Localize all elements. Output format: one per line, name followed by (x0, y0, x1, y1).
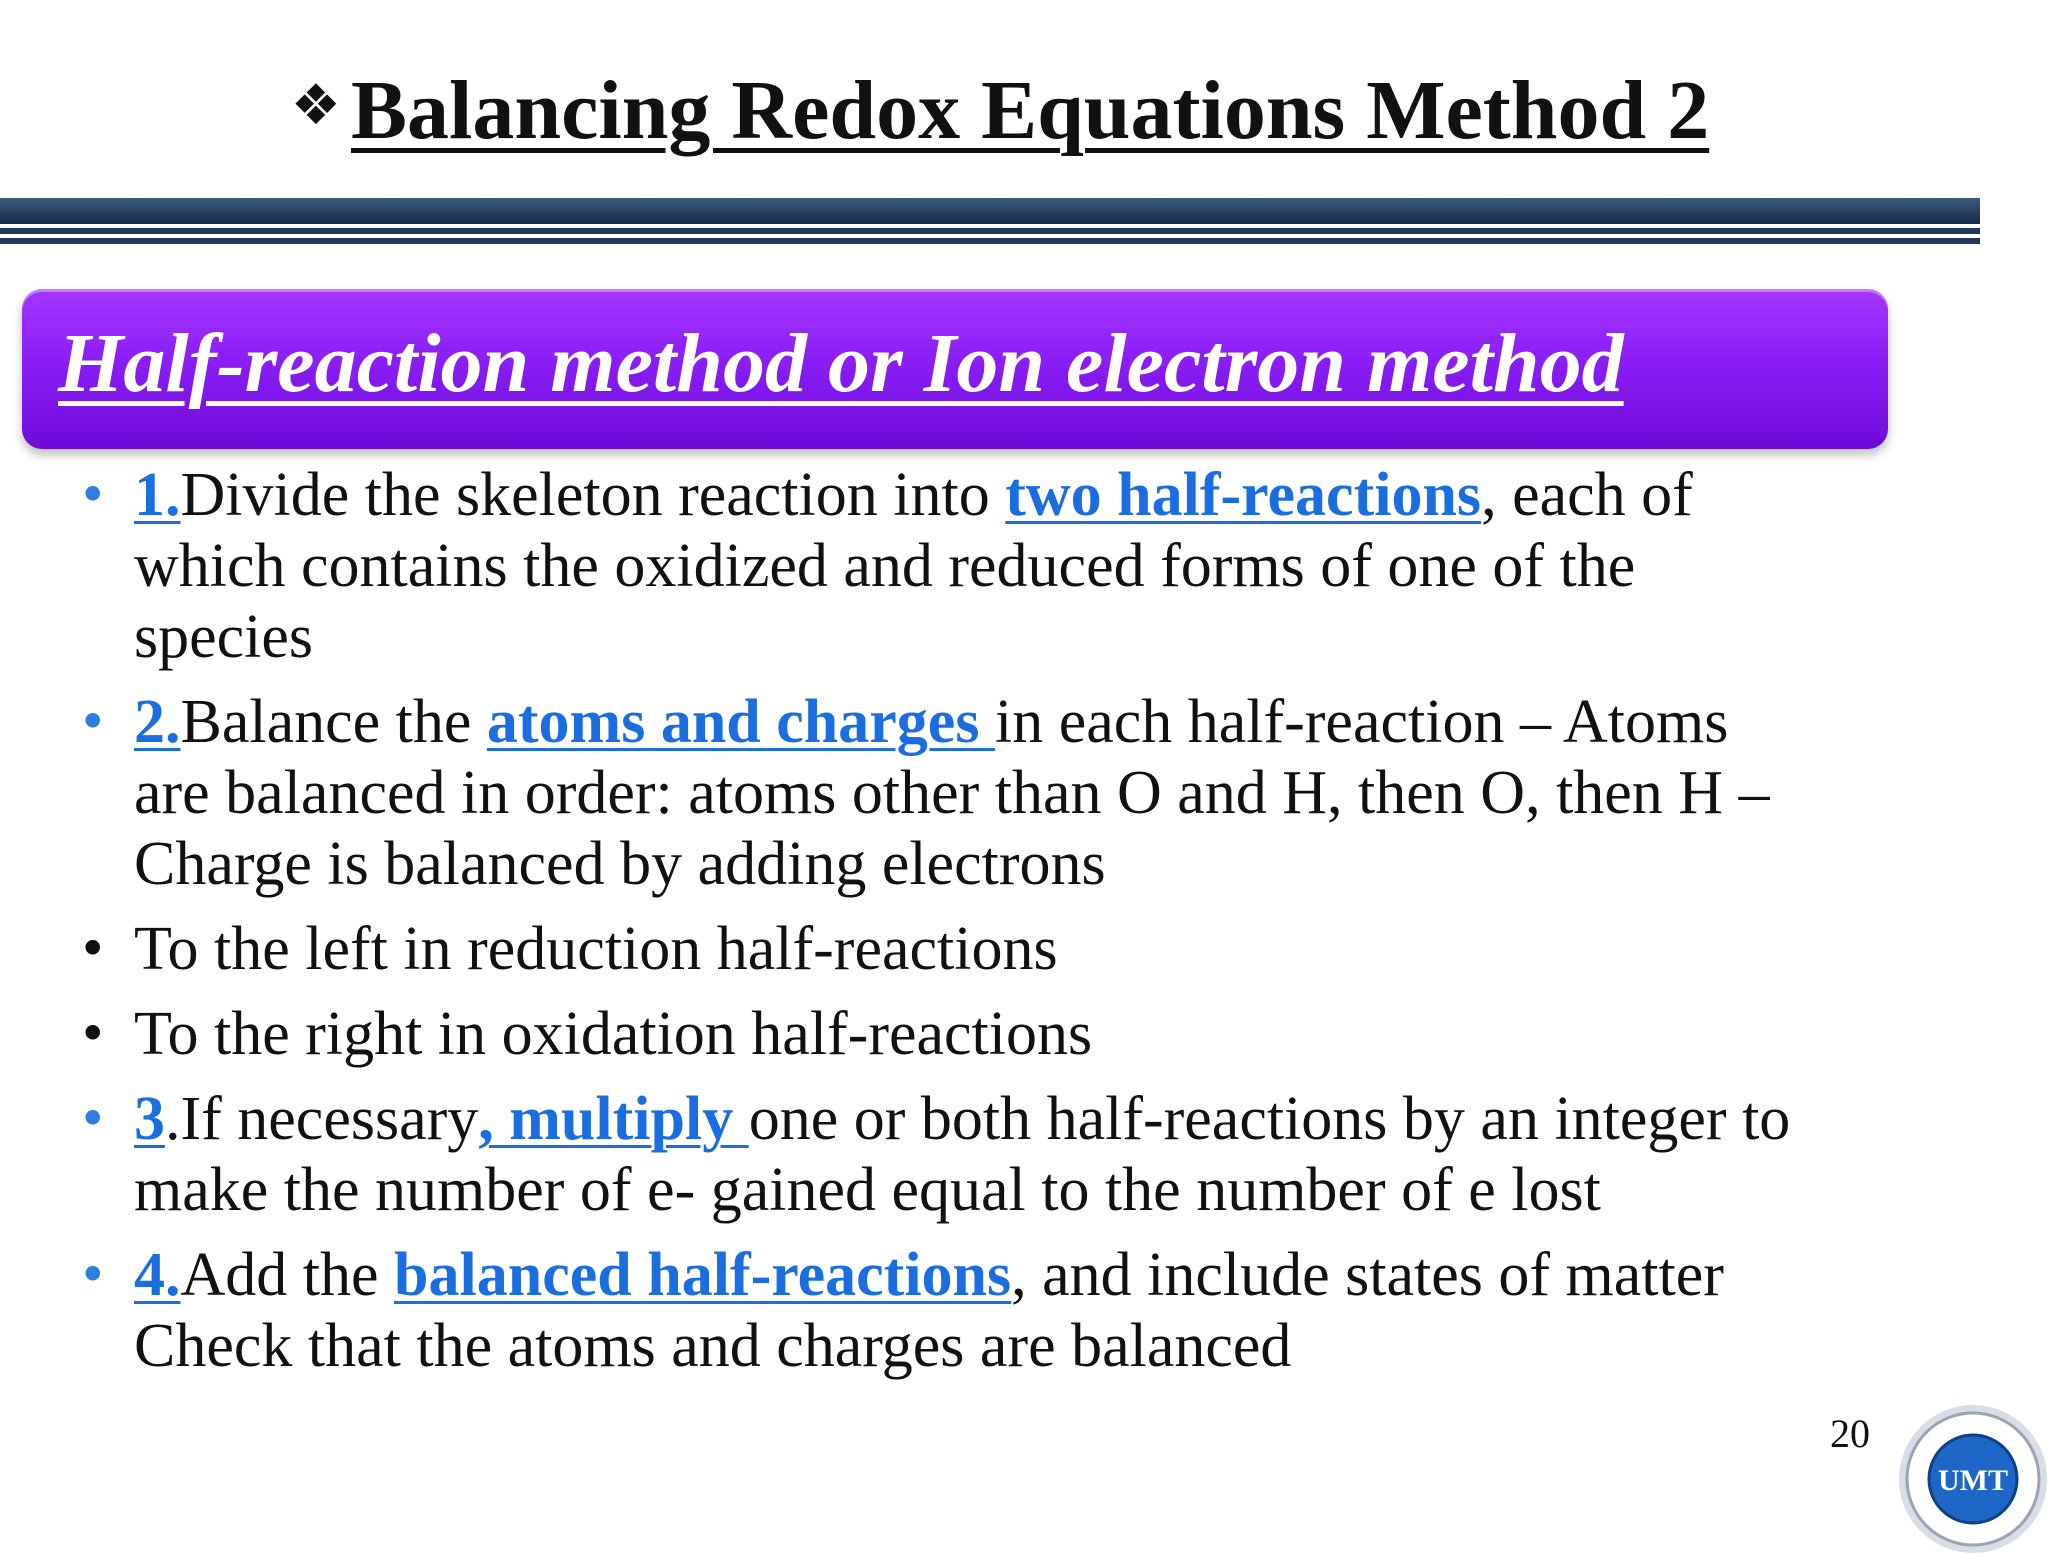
bullet-dot-icon: • (78, 920, 108, 978)
bullet-dot-icon: • (78, 1090, 108, 1148)
bullet-text: To the left in reduction half-reactions (134, 915, 1058, 983)
step-text: , and include states of matter Check that the atoms and charges are balanced (134, 1241, 1724, 1380)
slide-title (0, 62, 2000, 159)
step-text: Balance the (180, 688, 487, 756)
step-text: in each half-reaction – Atoms are balanced in order: atoms other than O and H, then O, then H – Charge is balanced by adding electrons (134, 688, 1770, 898)
bullet-list (78, 460, 1818, 1396)
logo-text: UMT (1938, 1464, 2008, 1497)
step-number: 2. (134, 688, 181, 756)
step-number: 1. (134, 461, 181, 529)
bullet-step-3 (78, 1084, 1818, 1226)
bullet-dot-icon: • (78, 1246, 108, 1304)
title-text: Balancing Redox Equations Method 2 (350, 64, 1710, 157)
bullet-left-reduction (78, 914, 1818, 985)
step-number: 4. (134, 1241, 181, 1309)
step-highlight: , multiply (478, 1085, 749, 1153)
title-rule-thin-1 (0, 228, 1980, 234)
banner-text: Half-reaction method or Ion electron method (58, 317, 1624, 410)
bullet-step-4 (78, 1240, 1818, 1382)
step-highlight: two half-reactions (1005, 461, 1482, 529)
page-number: 20 (1830, 1411, 1870, 1456)
step-text: Divide the skeleton reaction into (180, 461, 1006, 529)
bullet-right-oxidation (78, 999, 1818, 1070)
step-highlight: atoms and charges (486, 688, 995, 756)
title-rule-thin-2 (0, 238, 1980, 244)
bullet-dot-icon: • (78, 466, 108, 524)
bullet-step-1 (78, 460, 1818, 673)
umt-logo (1898, 1404, 2048, 1554)
step-highlight: balanced half-reactions (394, 1241, 1012, 1309)
step-text: Add the (180, 1241, 395, 1309)
step-text: .If necessary (165, 1085, 479, 1153)
bullet-step-2 (78, 687, 1818, 900)
bullet-dot-icon: • (78, 1005, 108, 1063)
step-text: one or both half-reactions by an integer to make the number of e- gained equal to the number of e lost (134, 1085, 1791, 1224)
bullet-dot-icon: • (78, 693, 108, 751)
method-banner (22, 289, 1888, 449)
bullet-text: To the right in oxidation half-reactions (134, 1000, 1093, 1068)
title-rule-thick (0, 198, 1980, 224)
step-number: 3 (134, 1085, 165, 1153)
step-text: , each of which contains the oxidized and reduced forms of one of the species (134, 461, 1693, 671)
four-diamonds-icon: ❖ (290, 73, 341, 138)
